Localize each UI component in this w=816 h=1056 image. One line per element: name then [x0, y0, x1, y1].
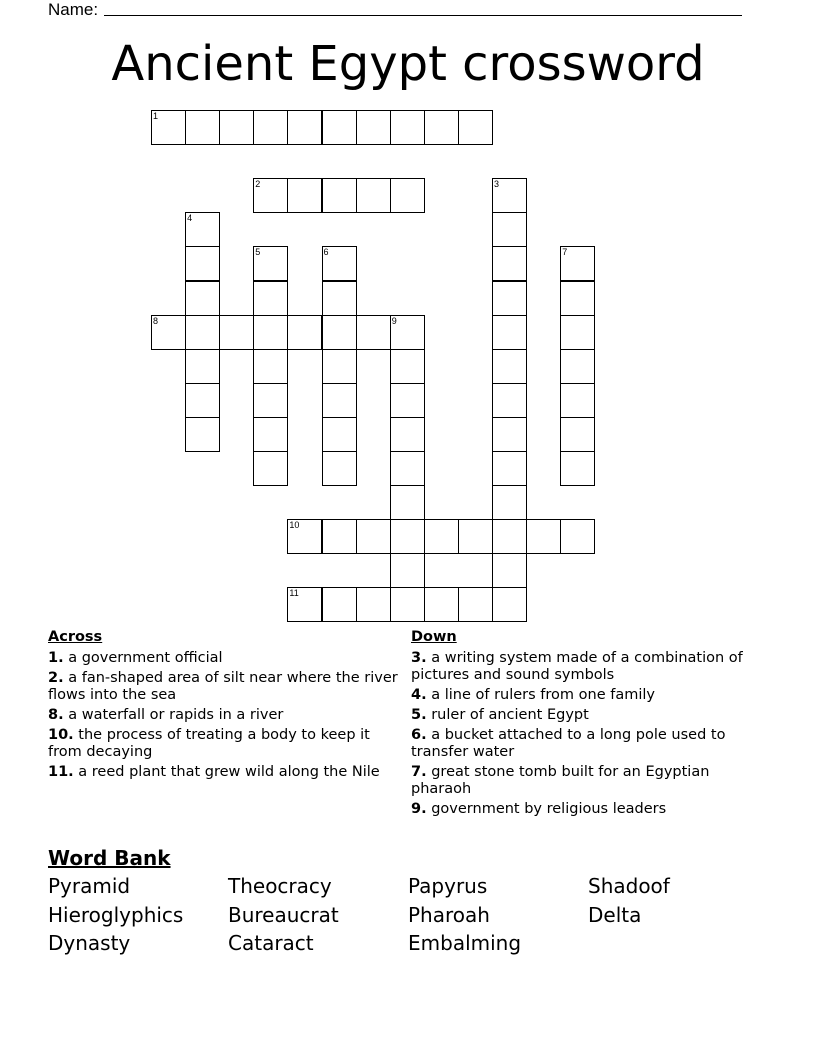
crossword-cell[interactable]	[560, 281, 595, 316]
clue-number: 7.	[411, 764, 427, 780]
crossword-cell[interactable]	[322, 178, 357, 213]
crossword-cell[interactable]	[253, 178, 288, 213]
clue-number: 6.	[411, 727, 427, 743]
crossword-cell[interactable]	[390, 587, 425, 622]
clue-number-label: 10	[289, 520, 300, 531]
crossword-cell[interactable]	[390, 485, 425, 520]
clue-number-label: 6	[323, 247, 329, 258]
clue-text: a reed plant that grew wild along the Nile	[78, 764, 380, 780]
clue-number: 11.	[48, 764, 74, 780]
crossword-cell[interactable]	[253, 417, 288, 452]
crossword-cell[interactable]	[253, 281, 288, 316]
word-bank-word: Dynasty	[48, 931, 131, 955]
down-clue	[411, 727, 751, 761]
down-clue	[411, 764, 751, 798]
crossword-cell[interactable]	[356, 587, 391, 622]
clue-text: the process of treating a body to keep it from decaying	[48, 727, 370, 760]
crossword-cell[interactable]	[287, 110, 322, 145]
crossword-cell[interactable]	[322, 519, 357, 554]
crossword-cell[interactable]	[253, 315, 288, 350]
across-clue	[48, 650, 398, 667]
crossword-cell[interactable]	[322, 383, 357, 418]
crossword-cell[interactable]	[424, 110, 459, 145]
crossword-cell[interactable]	[390, 110, 425, 145]
crossword-cell[interactable]	[560, 519, 595, 554]
word-bank-title: Word Bank	[48, 846, 171, 870]
crossword-cell[interactable]	[560, 315, 595, 350]
crossword-cell[interactable]	[356, 110, 391, 145]
clue-number-label: 8	[153, 315, 159, 326]
across-clue	[48, 707, 398, 724]
word-bank-word: Theocracy	[228, 874, 332, 898]
crossword-cell[interactable]	[287, 315, 322, 350]
crossword-cell[interactable]	[390, 417, 425, 452]
crossword-cell[interactable]	[492, 212, 527, 247]
crossword-cell[interactable]	[390, 349, 425, 384]
clue-text: great stone tomb built for an Egyptian pharaoh	[411, 764, 710, 797]
word-bank-word: Cataract	[228, 931, 314, 955]
crossword-cell[interactable]	[322, 417, 357, 452]
crossword-cell[interactable]	[560, 451, 595, 486]
crossword-cell[interactable]	[458, 519, 493, 554]
crossword-cell[interactable]	[185, 383, 220, 418]
name-label: Name:	[48, 0, 99, 19]
crossword-cell[interactable]	[219, 315, 254, 350]
crossword-cell[interactable]	[560, 349, 595, 384]
crossword-cell[interactable]	[492, 417, 527, 452]
crossword-cell[interactable]	[492, 246, 527, 281]
word-bank-word: Papyrus	[408, 874, 488, 898]
crossword-cell[interactable]	[424, 587, 459, 622]
crossword-cell[interactable]	[322, 451, 357, 486]
crossword-cell[interactable]	[390, 383, 425, 418]
clue-text: a bucket attached to a long pole used to transfer water	[411, 727, 726, 760]
down-clue	[411, 650, 751, 684]
crossword-cell[interactable]	[253, 451, 288, 486]
crossword-cell[interactable]	[253, 349, 288, 384]
word-bank-word: Delta	[588, 903, 642, 927]
clue-number-label: 11	[289, 588, 299, 599]
across-clue	[48, 727, 398, 761]
crossword-cell[interactable]	[322, 587, 357, 622]
crossword-cell[interactable]	[253, 246, 288, 281]
crossword-cell[interactable]	[390, 315, 425, 350]
crossword-cell[interactable]	[356, 315, 391, 350]
crossword-cell[interactable]	[185, 246, 220, 281]
crossword-cell[interactable]	[390, 178, 425, 213]
clue-number-label: 3	[494, 179, 500, 190]
crossword-cell[interactable]	[492, 485, 527, 520]
clue-number: 2.	[48, 670, 64, 686]
crossword-cell[interactable]	[185, 417, 220, 452]
crossword-cell[interactable]	[185, 315, 220, 350]
crossword-cell[interactable]	[185, 110, 220, 145]
clue-text: a line of rulers from one family	[431, 687, 655, 703]
crossword-cell[interactable]	[492, 315, 527, 350]
across-clue	[48, 670, 398, 704]
crossword-cell[interactable]	[322, 349, 357, 384]
clue-number: 4.	[411, 687, 427, 703]
clue-text: a government official	[68, 650, 223, 666]
clue-text: a waterfall or rapids in a river	[68, 707, 284, 723]
down-clue	[411, 707, 751, 724]
crossword-cell[interactable]	[287, 587, 322, 622]
across-clues	[48, 629, 398, 784]
page-title: Ancient Egypt crossword	[111, 36, 705, 92]
clue-number: 10.	[48, 727, 74, 743]
crossword-cell[interactable]	[458, 110, 493, 145]
crossword-cell[interactable]	[492, 281, 527, 316]
clue-text: ruler of ancient Egypt	[431, 707, 589, 723]
clue-number: 3.	[411, 650, 427, 666]
crossword-cell[interactable]	[526, 519, 561, 554]
crossword-cell[interactable]	[492, 451, 527, 486]
clue-number-label: 2	[255, 179, 261, 190]
crossword-cell[interactable]	[458, 587, 493, 622]
crossword-cell[interactable]	[322, 246, 357, 281]
crossword-cell[interactable]	[560, 246, 595, 281]
crossword-cell[interactable]	[322, 281, 357, 316]
clue-number-label: 9	[391, 315, 397, 326]
clue-number: 9.	[411, 801, 427, 817]
word-bank-word: Hieroglyphics	[48, 903, 184, 927]
clue-number: 8.	[48, 707, 64, 723]
crossword-cell[interactable]	[185, 212, 220, 247]
crossword-cell[interactable]	[424, 519, 459, 554]
word-bank-word: Shadoof	[588, 874, 670, 898]
crossword-cell[interactable]	[390, 553, 425, 588]
crossword-cell[interactable]	[492, 178, 527, 213]
crossword-cell[interactable]	[322, 110, 357, 145]
word-bank-word: Pharoah	[408, 903, 490, 927]
crossword-cell[interactable]	[560, 417, 595, 452]
crossword-cell[interactable]	[390, 451, 425, 486]
clue-number-label: 5	[255, 247, 261, 258]
crossword-cell[interactable]	[322, 315, 357, 350]
crossword-cell[interactable]	[253, 383, 288, 418]
crossword-cell[interactable]	[253, 110, 288, 145]
clue-number-label: 1	[153, 111, 159, 121]
crossword-cell[interactable]	[151, 315, 186, 350]
down-clue	[411, 687, 751, 704]
word-bank-word: Pyramid	[48, 874, 131, 898]
down-clues	[411, 629, 751, 821]
crossword-cell[interactable]	[356, 519, 391, 554]
clue-number-label: 4	[187, 213, 193, 224]
down-clue	[411, 801, 751, 818]
crossword-cell[interactable]	[287, 178, 322, 213]
down-heading: Down	[411, 629, 457, 645]
crossword-cell[interactable]	[492, 349, 527, 384]
clue-number-label: 7	[562, 247, 568, 258]
crossword-cell[interactable]	[492, 383, 527, 418]
crossword-cell[interactable]	[287, 519, 322, 554]
clue-text: government by religious leaders	[431, 801, 667, 817]
crossword-cell[interactable]	[492, 519, 527, 554]
crossword-cell[interactable]	[390, 519, 425, 554]
crossword-cell[interactable]	[560, 383, 595, 418]
crossword-cell[interactable]	[151, 110, 186, 145]
clue-text: a fan-shaped area of silt near where the river flows into the sea	[48, 670, 398, 703]
crossword-cell[interactable]	[185, 281, 220, 316]
crossword-cell[interactable]	[219, 110, 254, 145]
clue-text: a writing system made of a combination of pictures and sound symbols	[411, 650, 743, 683]
crossword-cell[interactable]	[492, 587, 527, 622]
across-clue	[48, 764, 398, 781]
word-bank-word: Embalming	[408, 931, 522, 955]
crossword-cell[interactable]	[356, 178, 391, 213]
clue-number: 5.	[411, 707, 427, 723]
across-heading: Across	[48, 629, 103, 645]
word-bank-word: Bureaucrat	[228, 903, 339, 927]
clue-number: 1.	[48, 650, 64, 666]
name-line[interactable]	[104, 15, 742, 16]
crossword-cell[interactable]	[492, 553, 527, 588]
crossword-cell[interactable]	[185, 349, 220, 384]
